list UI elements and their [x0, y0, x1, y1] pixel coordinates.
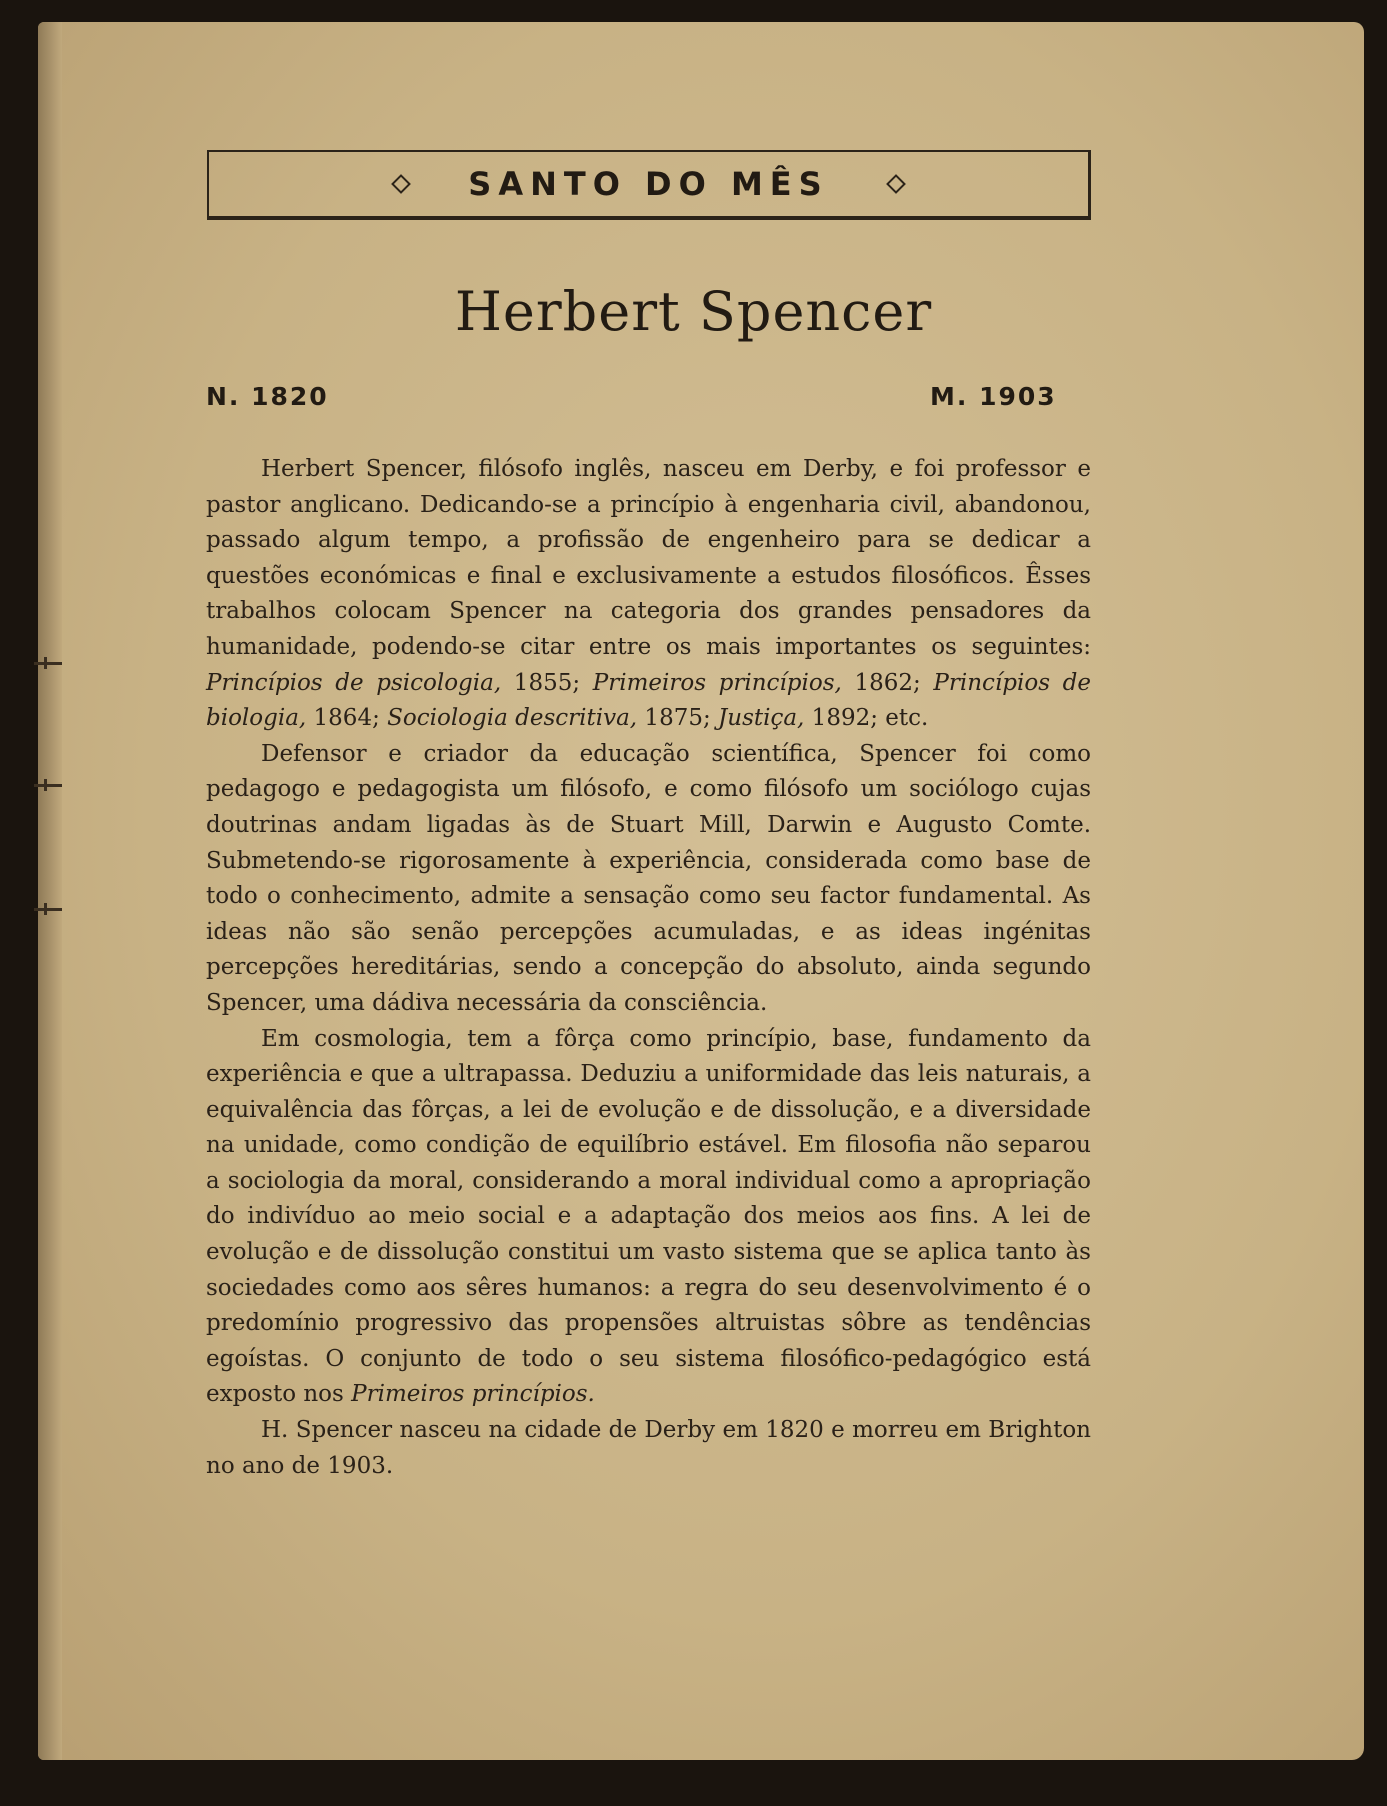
paragraph	[206, 1022, 1091, 1414]
birth-year: N. 1820	[206, 382, 329, 411]
work-title: Princípios de biologia,	[206, 669, 1091, 732]
paragraph-text: 1855;	[501, 669, 593, 696]
binding-mark	[34, 784, 62, 787]
section-header	[207, 150, 1091, 220]
paragraph-text: Em cosmologia, tem a fôrça como princípio, base, fundamento da experiência e que a ultrapassa. Deduziu a uniformidade das leis naturais, a equivalência das fôrças, a lei de evolução e de dissolução, e a diversidade na unidade, como condição de equilíbrio estável. Em filosofia não separou a sociologia da moral, considerando a moral individual como a apropriação do indivíduo ao meio social e a adaptação dos meios aos fins. A lei de evolução e de dissolução constitui um vasto sistema que se aplica tanto às sociedades como aos sêres humanos: a regra do seu desenvolvimento é o predomínio progressivo das propensões altruistas sôbre as tendências egoístas. O conjunto de todo o seu sistema filosófico-pedagógico está exposto nos	[206, 1025, 1091, 1408]
work-title: Primeiros princípios,	[592, 669, 842, 696]
death-year: M. 1903	[930, 382, 1057, 411]
work-title: Sociologia descritiva,	[387, 705, 638, 732]
article-title: Herbert Spencer	[454, 280, 933, 343]
paragraph-text: 1864;	[306, 705, 388, 732]
work-title: Primeiros princípios.	[351, 1381, 595, 1408]
paragraph: H. Spencer nasceu na cidade de Derby em 1820 e morreu em Brighton no ano de 1903.	[206, 1417, 1091, 1479]
binding-mark	[34, 662, 62, 665]
paragraph	[206, 452, 1091, 737]
diamond-ornament-icon	[391, 174, 411, 194]
paragraph-text: Herbert Spencer, filósofo inglês, nasceu em Derby, e foi professor e pastor anglicano. Dedicando-se a princípio à engenharia civil, abandonou, passado algum tempo, a profissão de engenheiro para se dedicar a questões económicas e final e exclusivamente a estudos filosóficos. Êsses trabalhos colocam Spencer na categoria dos grandes pensadores da humanidade, podendo-se citar entre os mais importantes os seguintes:	[206, 456, 1091, 660]
binding-mark	[34, 908, 62, 911]
article-body	[206, 452, 1091, 1484]
work-title: Princípios de psicologia,	[206, 669, 502, 696]
section-title: SANTO DO MÊS	[468, 165, 829, 203]
diamond-ornament-icon	[886, 174, 906, 194]
paragraph-text: 1892; etc.	[804, 705, 929, 732]
paragraph-text: 1875;	[637, 705, 719, 732]
work-title: Justiça,	[718, 705, 805, 732]
paragraph-text: 1862;	[841, 669, 934, 696]
paragraph: Defensor e criador da educação scientífica, Spencer foi como pedagogo e pedagogista um filósofo, e como filósofo um sociólogo cujas doutrinas andam ligadas às de Stuart Mill, Darwin e Augusto Comte. Submetendo-se rigorosamente à experiência, considerada como base de todo o conhecimento, admite a sensação como seu factor fundamental. As ideas não são senão percepções acumuladas, e as ideas ingénitas percepções hereditárias, sendo a concepção do absoluto, ainda segundo Spencer, uma dádiva necessária da consciência.	[206, 740, 1091, 1016]
